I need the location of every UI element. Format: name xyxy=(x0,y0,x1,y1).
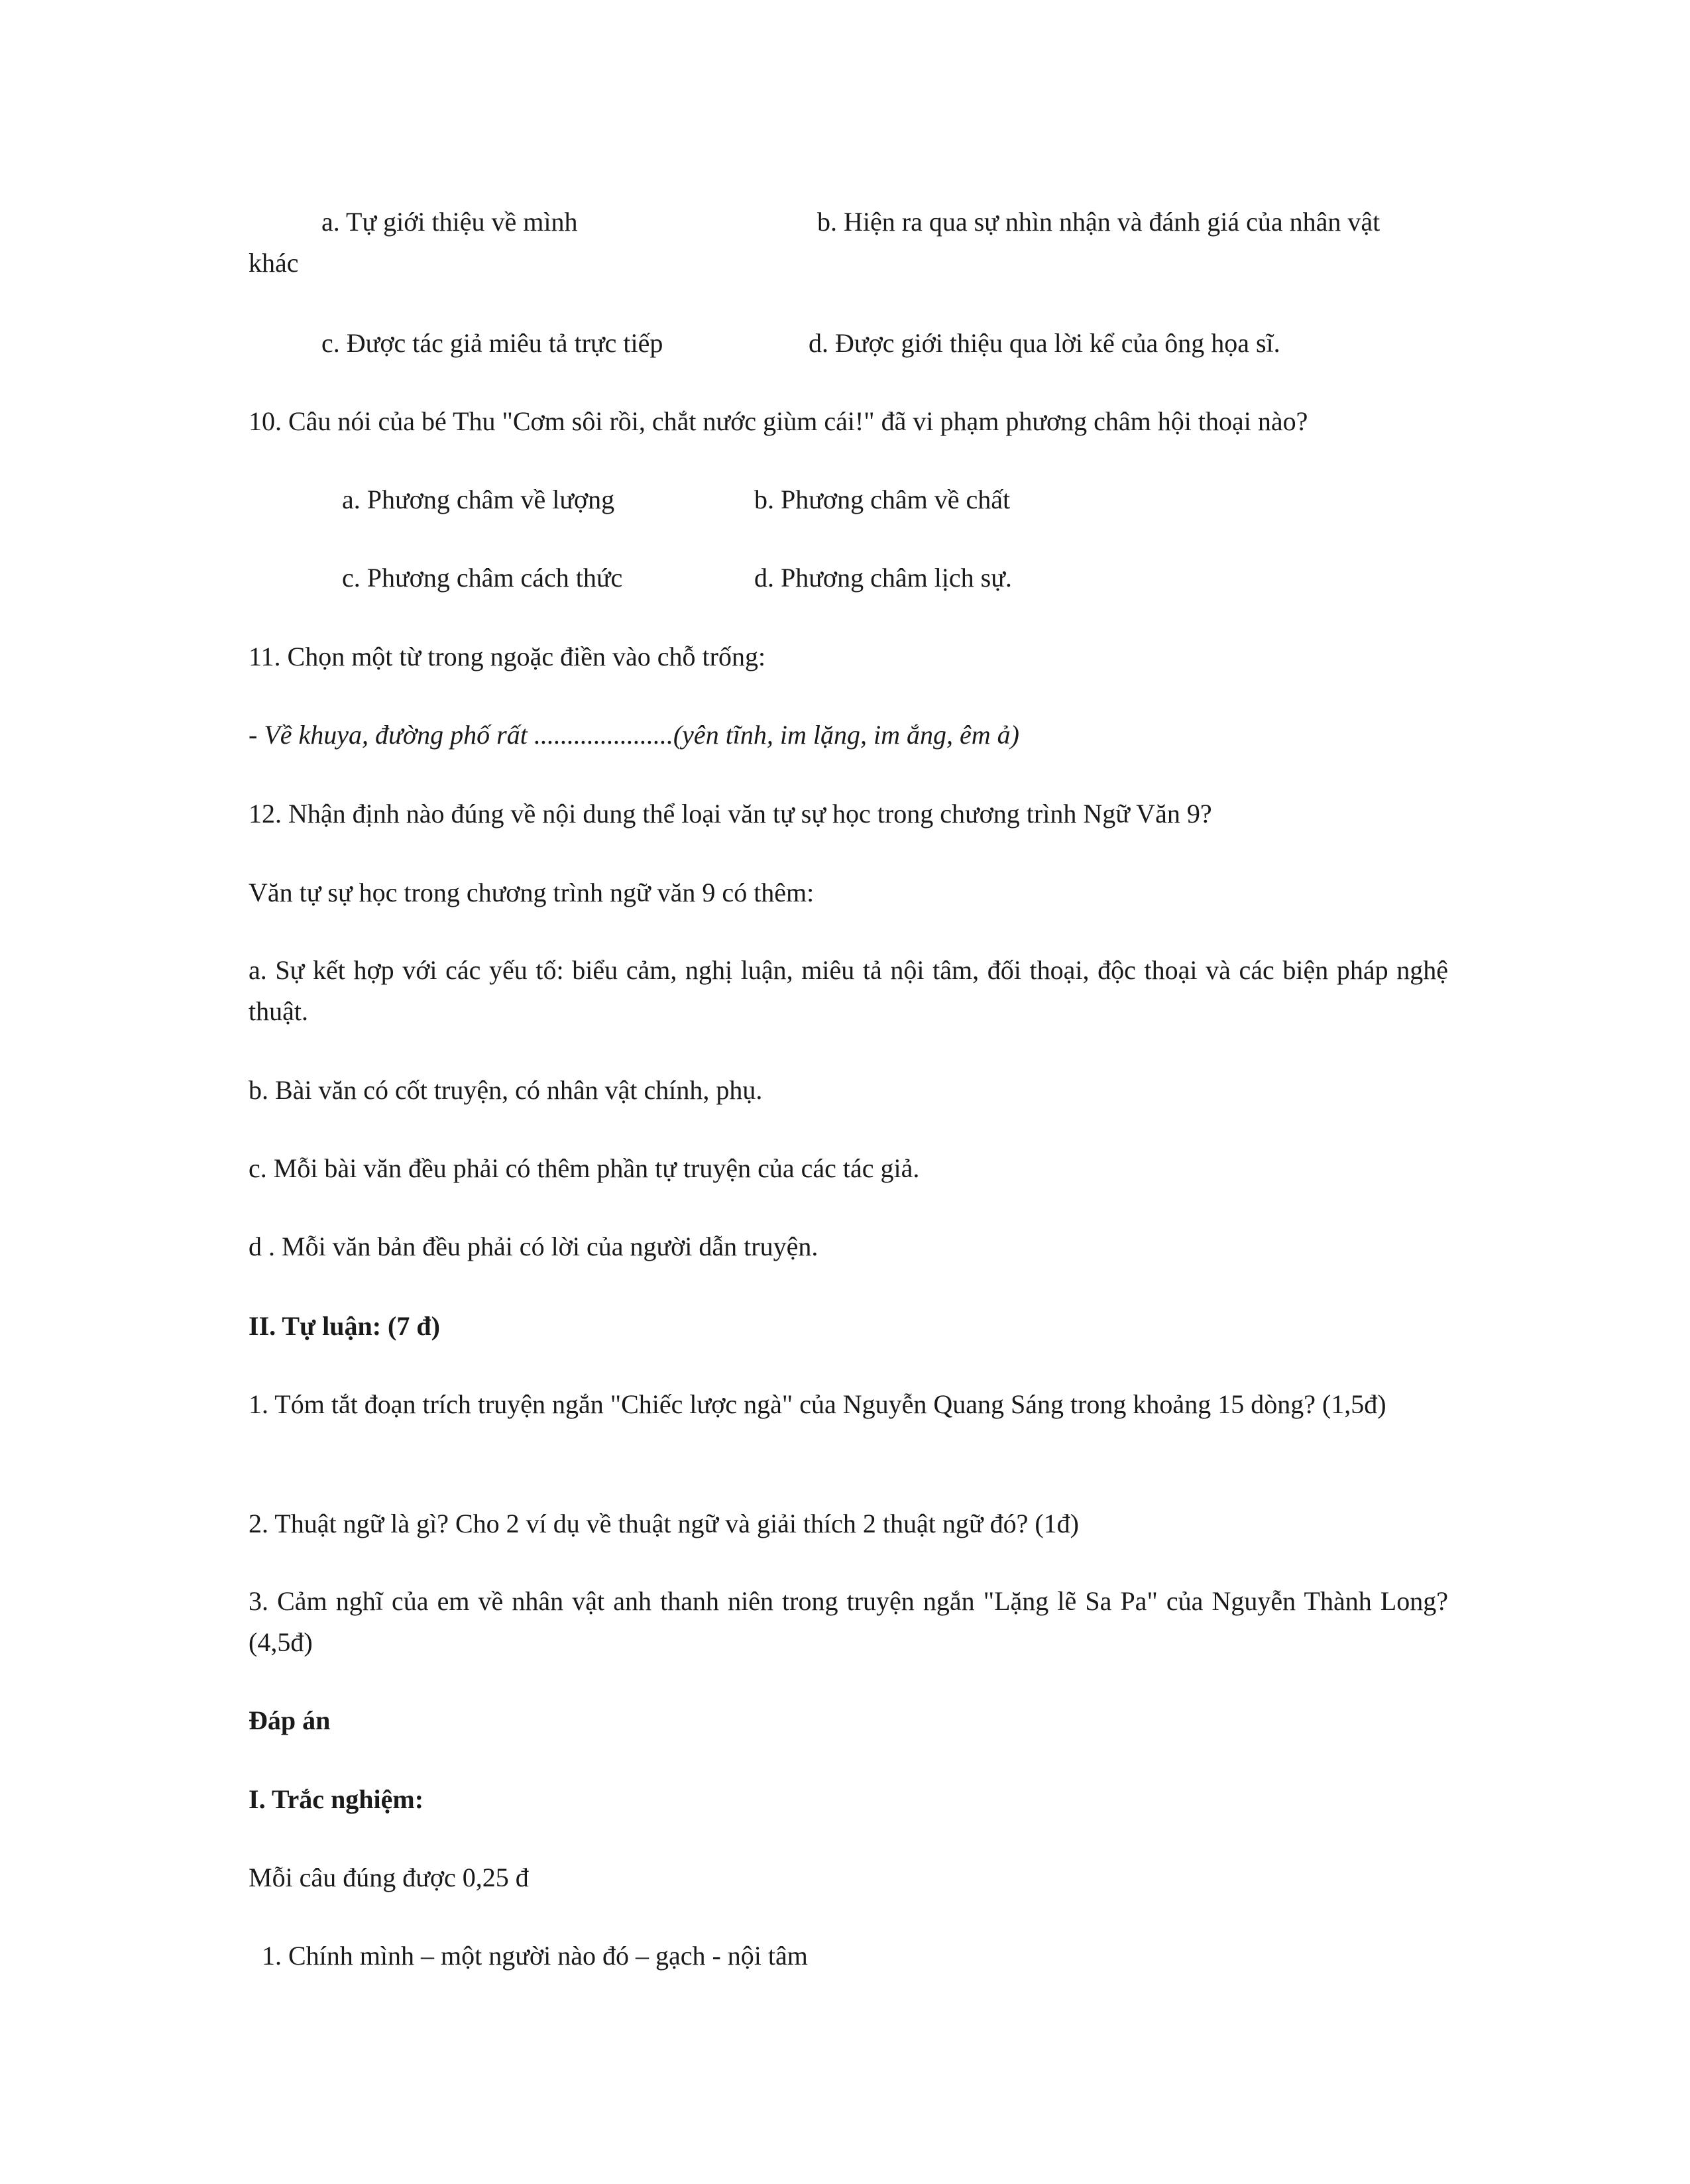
q11-question: 11. Chọn một từ trong ngoặc điền vào chỗ trống: xyxy=(249,642,766,671)
q10-option-a: a. Phương châm về lượng xyxy=(342,485,615,514)
part2-question-3: 3. Cảm nghĩ của em về nhân vật anh thanh niên trong truyện ngắn "Lặng lẽ Sa Pa" của Nguyễn Thành Long? (4,5đ) xyxy=(249,1586,1448,1657)
q9-option-b-continuation: khác xyxy=(249,248,299,278)
q10-option-d: d. Phương châm lịch sự. xyxy=(754,563,1012,593)
q12-question: 12. Nhận định nào đúng về nội dung thể loại văn tự sự học trong chương trình Ngữ Văn 9? xyxy=(249,799,1212,829)
answers-part1-heading: I. Trắc nghiệm: xyxy=(249,1784,424,1814)
q12-option-c: c. Mỗi bài văn đều phải có thêm phần tự truyện của các tác giả. xyxy=(249,1153,920,1183)
q10-option-c: c. Phương châm cách thức xyxy=(342,563,623,593)
q9-option-c: c. Được tác giả miêu tả trực tiếp xyxy=(321,328,663,358)
q12-option-a: a. Sự kết hợp với các yếu tố: biểu cảm, nghị luận, miêu tả nội tâm, đối thoại, độc thoại và các biện pháp nghệ thuật. xyxy=(249,955,1448,1026)
part2-question-2: 2. Thuật ngữ là gì? Cho 2 ví dụ về thuật ngữ và giải thích 2 thuật ngữ đó? (1đ) xyxy=(249,1509,1079,1538)
q12-option-d: d . Mỗi văn bản đều phải có lời của người dẫn truyện. xyxy=(249,1232,818,1261)
part2-heading: II. Tự luận: (7 đ) xyxy=(249,1311,440,1341)
q9-option-b: b. Hiện ra qua sự nhìn nhận và đánh giá của nhân vật xyxy=(817,207,1380,237)
answers-score-note: Mỗi câu đúng được 0,25 đ xyxy=(249,1863,529,1892)
q10-option-b: b. Phương châm về chất xyxy=(754,485,1011,514)
q9-option-d: d. Được giới thiệu qua lời kể của ông họa sĩ. xyxy=(809,328,1280,358)
q10-question: 10. Câu nói của bé Thu "Cơm sôi rồi, chắt nước giùm cái!" đã vi phạm phương châm hội thoại nào? xyxy=(249,406,1308,436)
part2-question-1: 1. Tóm tắt đoạn trích truyện ngắn "Chiếc lược ngà" của Nguyễn Quang Sáng trong khoảng 15 dòng? (1,5đ) xyxy=(249,1389,1386,1419)
q9-option-a: a. Tự giới thiệu về mình xyxy=(321,207,578,237)
q12-option-b: b. Bài văn có cốt truyện, có nhân vật chính, phụ. xyxy=(249,1075,763,1105)
q11-sentence: - Về khuya, đường phố rất .....................(yên tĩnh, im lặng, im ắng, êm ả) xyxy=(249,720,1019,750)
answers-item-1: 1. Chính mình – một người nào đó – gạch - nội tâm xyxy=(262,1941,808,1971)
q12-intro: Văn tự sự học trong chương trình ngữ văn 9 có thêm: xyxy=(249,878,815,907)
answers-heading: Đáp án xyxy=(249,1705,331,1735)
